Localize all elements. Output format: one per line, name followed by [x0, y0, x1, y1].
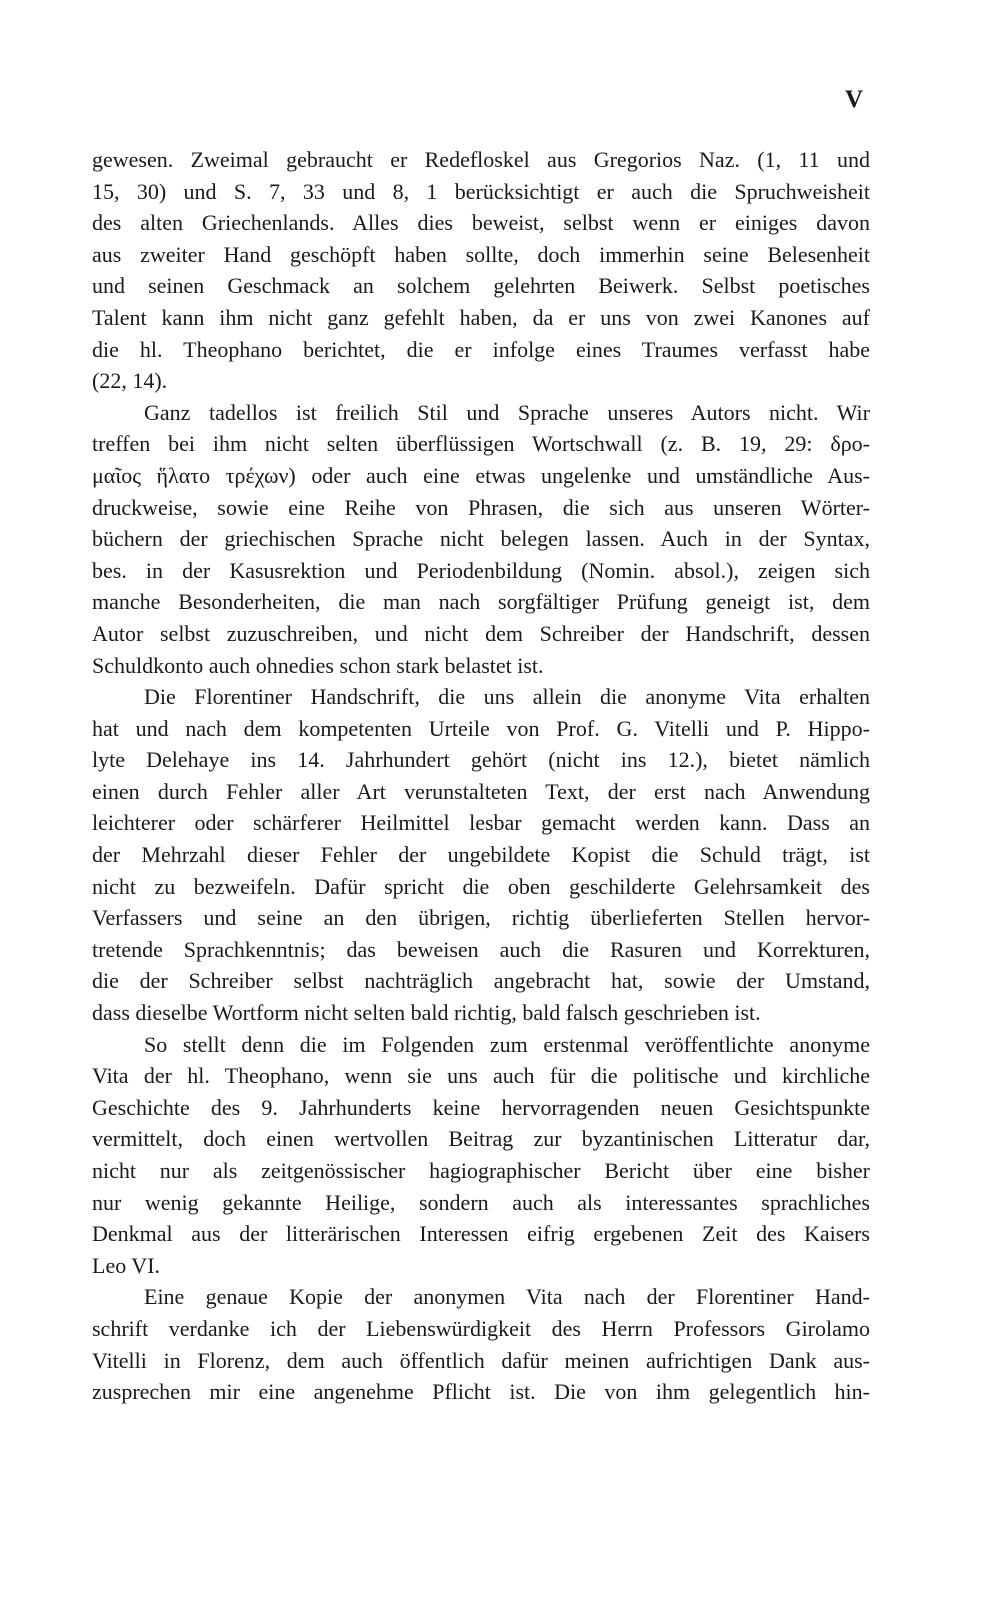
text-line: büchern der griechischen Sprache nicht belegen lassen. Auch in der Syntax, [92, 526, 870, 552]
text-line: Denkmal aus der litterärischen Interessen eifrig ergebenen Zeit des Kaisers [92, 1221, 870, 1247]
text-line: die hl. Theophano berichtet, die er infolge eines Traumes verfasst habe [92, 336, 870, 362]
text-line: Vitelli in Florenz, dem auch öffentlich dafür meinen aufrichtigen Dank aus- [92, 1347, 870, 1373]
text-line: der Mehrzahl dieser Fehler der ungebildete Kopist die Schuld trägt, ist [92, 842, 870, 868]
text-line: Talent kann ihm nicht ganz gefehlt haben, da er uns von zwei Kanones auf [92, 304, 870, 330]
body-text [92, 144, 870, 1408]
page-number: V [844, 86, 864, 113]
text-line: μαῖος ἥλατο τρέχων) oder auch eine etwas ungelenke und umständliche Aus- [92, 462, 870, 488]
paragraph-2 [92, 397, 870, 681]
paragraph-1 [92, 144, 870, 397]
text-line: nur wenig gekannte Heilige, sondern auch als interessantes sprachliches [92, 1189, 870, 1215]
text-line: gewesen. Zweimal gebraucht er Redefloskel aus Gregorios Naz. (1, 11 und [92, 147, 870, 172]
text-line: vermittelt, doch einen wertvollen Beitrag zur byzantinischen Litteratur dar, [92, 1126, 870, 1152]
text-line: tretende Sprachkenntnis; das beweisen auch die Rasuren und Korrekturen, [92, 936, 870, 962]
text-line: So stellt denn die im Folgenden zum erstenmal veröffentlichte anonyme [144, 1031, 870, 1057]
text-line: aus zweiter Hand geschöpft haben sollte, doch immerhin seine Belesenheit [92, 241, 870, 267]
text-line: (22, 14). [92, 368, 168, 394]
text-line: Ganz tadellos ist freilich Stil und Sprache unseres Autors nicht. Wir [144, 399, 870, 425]
text-line: leichterer oder schärferer Heilmittel lesbar gemacht werden kann. Dass an [92, 810, 870, 836]
text-line: Schuldkonto auch ohnedies schon stark belastet ist. [92, 652, 544, 678]
text-line: und seinen Geschmack an solchem gelehrten Beiwerk. Selbst poetisches [92, 273, 870, 299]
text-line: treffen bei ihm nicht selten überflüssigen Wortschwall (z. B. 19, 29: δρο- [92, 431, 870, 457]
text-line: nicht zu bezweifeln. Dafür spricht die oben geschilderte Gelehrsamkeit des [92, 873, 870, 899]
text-line: Leo VI. [92, 1252, 161, 1278]
text-line: druckweise, sowie eine Reihe von Phrasen, die sich aus unseren Wörter- [92, 494, 870, 520]
text-line: einen durch Fehler aller Art verunstalteten Text, der erst nach Anwendung [92, 778, 870, 804]
text-line: 15, 30) und S. 7, 33 und 8, 1 berücksichtigt er auch die Spruchweisheit [92, 178, 870, 204]
paragraph-4 [92, 1029, 870, 1282]
text-line: lyte Delehaye ins 14. Jahrhundert gehört (nicht ins 12.), bietet nämlich [92, 747, 870, 773]
text-line: nicht nur als zeitgenössischer hagiographischer Bericht über eine bisher [92, 1158, 870, 1183]
text-line: schrift verdanke ich der Liebenswürdigkeit des Herrn Professors Girolamo [92, 1315, 870, 1341]
text-line: des alten Griechenlands. Alles dies beweist, selbst wenn er einiges davon [92, 210, 870, 236]
text-line: manche Besonderheiten, die man nach sorgfältiger Prüfung geneigt ist, dem [92, 589, 870, 615]
text-line: zusprechen mir eine angenehme Pflicht ist. Die von ihm gelegentlich hin- [92, 1379, 870, 1405]
text-line: Eine genaue Kopie der anonymen Vita nach der Florentiner Hand- [144, 1284, 870, 1310]
paragraph-3 [92, 681, 870, 1029]
text-line: Die Florentiner Handschrift, die uns allein die anonyme Vita erhalten [144, 684, 870, 710]
text-line: bes. in der Kasusrektion und Periodenbildung (Nomin. absol.), zeigen sich [92, 557, 870, 583]
text-line: hat und nach dem kompetenten Urteile von Prof. G. Vitelli und P. Hippo- [92, 715, 870, 741]
text-line: Verfassers und seine an den übrigen, richtig überlieferten Stellen hervor- [92, 905, 870, 931]
text-line: dass dieselbe Wortform nicht selten bald richtig, bald falsch geschrieben ist. [92, 1000, 761, 1026]
text-line: Geschichte des 9. Jahrhunderts keine hervorragenden neuen Gesichtspunkte [92, 1094, 870, 1120]
text-line: die der Schreiber selbst nachträglich angebracht hat, sowie der Umstand, [92, 968, 870, 994]
paragraph-5 [92, 1281, 870, 1407]
text-line: Vita der hl. Theophano, wenn sie uns auch für die politische und kirchliche [92, 1063, 870, 1089]
text-line: Autor selbst zuzuschreiben, und nicht dem Schreiber der Handschrift, dessen [92, 620, 870, 646]
